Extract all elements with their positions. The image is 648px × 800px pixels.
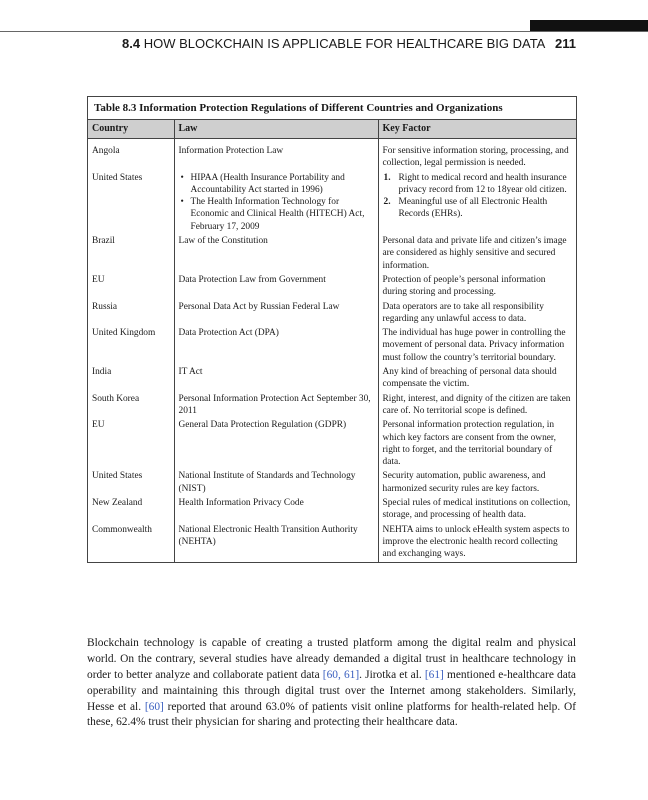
law-cell: Personal Data Act by Russian Federal Law — [174, 300, 378, 327]
key-factor-cell: Protection of people’s personal information during storing and processing. — [378, 273, 576, 300]
law-bullet-item: • The Health Information Technology for Economic and Clinical Health (HITECH) Act, February 17, 2009 — [191, 196, 374, 233]
country-cell: South Korea — [92, 393, 140, 404]
item-text: Right to medical record and health insurance privacy record from 12 to 18year old citizen. — [398, 172, 567, 195]
country-cell: Russia — [92, 301, 118, 312]
header-bar — [530, 20, 648, 31]
table-grid — [88, 120, 576, 562]
law-cell: General Data Protection Regulation (GDPR) — [174, 418, 378, 469]
law-cell: National Institute of Standards and Technology (NIST) — [174, 469, 378, 496]
key-factor-cell: Personal information protection regulation, in which key factors are consent from the owner, right to forget, and the territorial boundary of data. — [378, 418, 576, 469]
key-factor-item — [383, 172, 573, 197]
column-header-law: Law — [174, 120, 378, 139]
key-factor-cell: For sensitive information storing, processing, and collection, legal permission is needed. — [378, 139, 576, 171]
table-row — [88, 469, 576, 496]
citation-link[interactable]: [60] — [144, 700, 164, 713]
key-factor-cell: Security automation, public awareness, and harmonized security rules are key factors. — [378, 469, 576, 496]
section-number: 8.4 — [122, 36, 141, 51]
law-cell: IT Act — [174, 365, 378, 392]
key-factor-cell: Special rules of medical institutions on collection, storage, and processing of health data. — [378, 496, 576, 523]
country-cell: India — [92, 367, 112, 378]
key-factor-cell — [378, 171, 576, 234]
country-cell: United States — [92, 471, 143, 482]
country-cell: Brazil — [92, 236, 115, 247]
country-cell: United States — [92, 172, 143, 183]
table-row — [88, 392, 576, 419]
key-factor-numbered-list — [383, 172, 573, 221]
law-cell: Law of the Constitution — [174, 234, 378, 273]
country-cell: EU — [92, 420, 105, 431]
body-text-segment: reported that around 63.0% of patients visit online platforms for health-related help. Of these, 62.4% trust their physician for sharing and protecting their healthcare data. — [87, 700, 576, 729]
key-factor-cell: Personal data and private life and citizen’s image are considered as highly sensitive and secured information. — [378, 234, 576, 273]
column-header-country: Country — [88, 120, 174, 139]
table-row — [88, 139, 576, 171]
table-row — [88, 418, 576, 469]
table-row — [88, 365, 576, 392]
key-factor-cell: The individual has huge power in controlling the movement of personal data. Privacy information must follow the country’s territorial boundary. — [378, 326, 576, 365]
law-cell: Personal Information Protection Act September 30, 2011 — [174, 392, 378, 419]
law-cell — [174, 171, 378, 234]
table-row — [88, 523, 576, 562]
table-caption: Table 8.3 Information Protection Regulations of Different Countries and Organizations — [88, 97, 576, 120]
law-cell: Information Protection Law — [174, 139, 378, 171]
law-cell: Health Information Privacy Code — [174, 496, 378, 523]
column-header-key-factor: Key Factor — [378, 120, 576, 139]
body-paragraph — [87, 636, 576, 731]
table-row — [88, 300, 576, 327]
key-factor-cell: Data operators are to take all responsibility regarding any unlawful access to data. — [378, 300, 576, 327]
item-number: 1. — [383, 172, 391, 183]
law-bullet-item: • HIPAA (Health Insurance Portability and Accountability Act started in 1996) — [191, 172, 374, 197]
body-text-segment: . Jirotka et al. — [359, 668, 425, 681]
item-number: 2. — [383, 197, 391, 208]
table-row — [88, 326, 576, 365]
table-row — [88, 273, 576, 300]
key-factor-item — [383, 196, 573, 221]
citation-link[interactable]: [61] — [424, 668, 444, 681]
page-number: 211 — [555, 36, 576, 51]
table-row — [88, 234, 576, 273]
table-row — [88, 496, 576, 523]
key-factor-cell: Right, interest, and dignity of the citizen are taken care of. No territorial scope is defined. — [378, 392, 576, 419]
table-header-row — [88, 120, 576, 139]
country-cell: New Zealand — [92, 498, 143, 509]
citation-link[interactable]: [60, 61] — [322, 668, 360, 681]
law-cell: National Electronic Health Transition Authority (NEHTA) — [174, 523, 378, 562]
body-text-segment: mentioned e-healthcare data operability and maintaining this through digital trust over the Internet among stakeholders. Similarly, Hesse et al. — [87, 668, 576, 713]
country-cell: Angola — [92, 146, 120, 156]
country-cell: Commonwealth — [92, 524, 152, 535]
law-cell: Data Protection Act (DPA) — [174, 326, 378, 365]
country-cell: EU — [92, 274, 105, 285]
regulations-table — [87, 96, 577, 563]
law-bullet-list — [179, 172, 374, 233]
header-rule — [0, 31, 648, 32]
section-title: HOW BLOCKCHAIN IS APPLICABLE FOR HEALTHCARE BIG DATA — [143, 36, 546, 51]
law-cell: Data Protection Law from Government — [174, 273, 378, 300]
running-head — [122, 36, 576, 52]
item-text: Meaningful use of all Electronic Health Records (EHRs). — [398, 197, 548, 220]
country-cell: United Kingdom — [92, 328, 156, 339]
table-row — [88, 171, 576, 234]
body-text-segment: Blockchain technology is capable of creating a trusted platform among the digital realm and physical world. On the contrary, several studies have already demanded a digital trust in healthcare technology in order to better analyze and collaborate patient data — [87, 637, 576, 681]
key-factor-cell: Any kind of breaching of personal data should compensate the victim. — [378, 365, 576, 392]
key-factor-cell: NEHTA aims to unlock eHealth system aspects to improve the electronic health record collecting and exchanging ways. — [378, 523, 576, 562]
